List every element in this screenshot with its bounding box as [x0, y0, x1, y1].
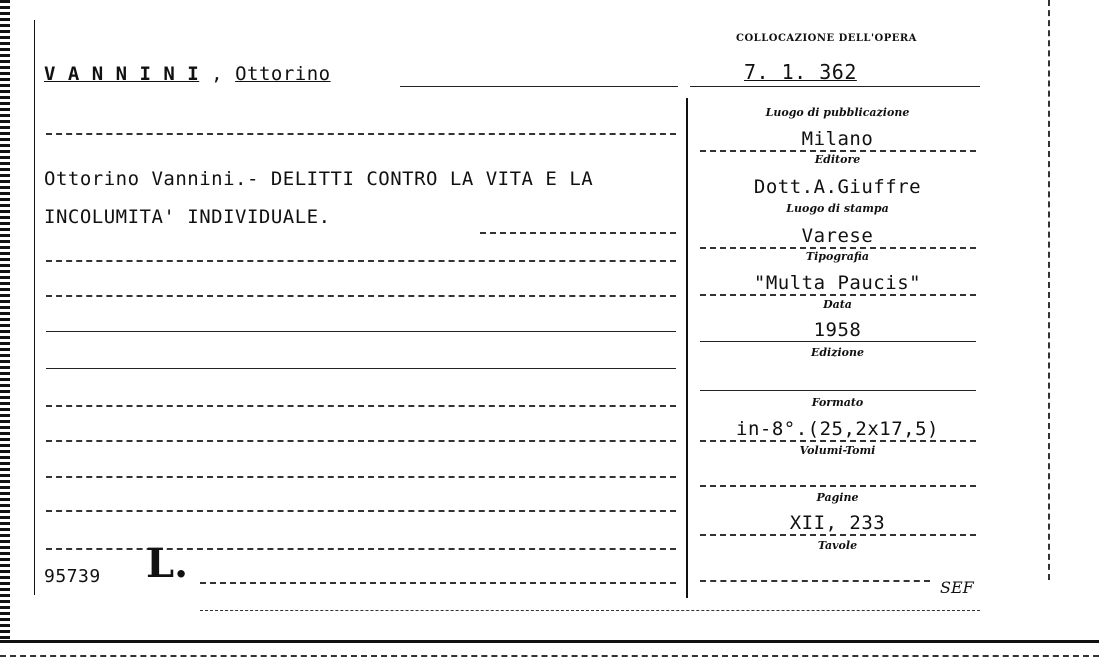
value-printer: "Multa Paucis" [753, 272, 922, 294]
author-surname: V A N N I N I [44, 63, 200, 85]
right-edge [1048, 0, 1050, 580]
rule-1 [480, 232, 676, 234]
label-edition: Edizione [810, 346, 864, 359]
rule-3 [46, 295, 676, 297]
value-format: in-8°.(25,2x17,5) [736, 418, 939, 440]
label-volumes: Volumi-Tomi [799, 444, 876, 457]
label-publication-place: Luogo di pubblicazione [765, 106, 910, 119]
rule-9 [46, 510, 676, 512]
blank-line [46, 133, 676, 135]
rule-10 [46, 548, 676, 550]
value-publication-place: Milano [801, 128, 874, 150]
rule-5 [46, 368, 676, 369]
cataloguer-initials: SEF [940, 578, 974, 597]
scan-bottom-line [0, 655, 1099, 657]
title-line-2: INCOLUMITA' INDIVIDUALE. [44, 206, 331, 228]
rule-volumes [700, 485, 976, 487]
label-printer: Tipografia [805, 250, 870, 263]
shelfmark: 7. 1. 362 [744, 60, 857, 84]
card-bottom-edge [0, 640, 1099, 643]
author-heading [44, 63, 331, 85]
rule-publication-place [700, 150, 976, 152]
rule-8 [46, 476, 676, 478]
rule-printing-place [700, 247, 976, 249]
rule-printer [700, 294, 976, 296]
collocation-label: COLLOCAZIONE DELL'OPERA [736, 33, 917, 44]
label-format: Formato [811, 396, 864, 409]
rule-7 [46, 440, 676, 442]
shelfmark-rule [690, 86, 980, 87]
author-given-name: Ottorino [235, 63, 331, 85]
rule-format [700, 440, 976, 442]
title-line-1: Ottorino Vannini.- DELITTI CONTRO LA VITA E LA [44, 168, 594, 190]
rule-plates [700, 580, 930, 582]
bottom-dotted-rule [200, 610, 980, 611]
label-publisher: Editore [814, 153, 861, 166]
handwritten-mark: L. [146, 540, 189, 587]
rule-2 [46, 260, 676, 262]
rule-pages [700, 534, 976, 536]
label-pages: Pagine [816, 491, 859, 504]
column-divider [686, 98, 688, 598]
left-margin-line [34, 20, 35, 595]
author-rule [400, 86, 678, 87]
rule-11 [200, 582, 676, 584]
value-pages: XII, 233 [789, 512, 886, 534]
inventory-number: 95739 [44, 566, 101, 587]
author-separator: , [211, 63, 224, 85]
rule-4 [46, 331, 676, 332]
label-date: Data [823, 298, 852, 311]
rule-6 [46, 405, 676, 407]
value-printing-place: Varese [801, 225, 874, 247]
value-date: 1958 [813, 319, 862, 341]
label-plates: Tavole [817, 539, 858, 552]
value-publisher: Dott.A.Giuffre [753, 176, 922, 198]
rule-date [700, 341, 976, 342]
rule-edition [700, 390, 976, 391]
label-printing-place: Luogo di stampa [786, 202, 889, 215]
card-left-edge [0, 0, 10, 640]
